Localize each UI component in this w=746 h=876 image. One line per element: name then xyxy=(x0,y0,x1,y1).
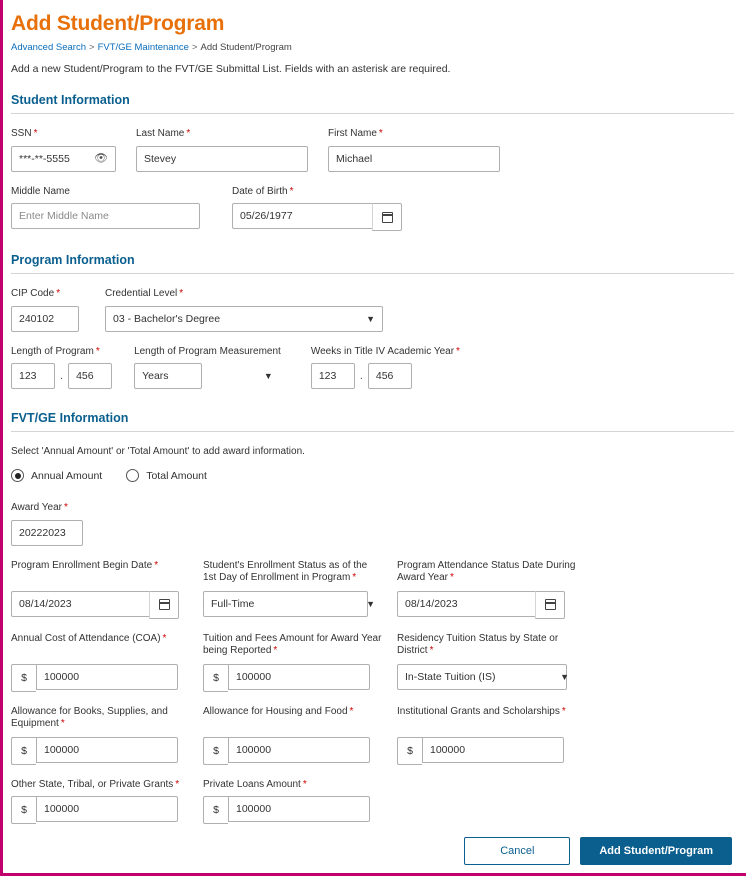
program-row-1 xyxy=(11,288,734,332)
enrollment-begin-date-control xyxy=(11,591,189,619)
weeks-title-iv-input-1[interactable] xyxy=(311,363,355,389)
last-name-input[interactable] xyxy=(136,146,308,172)
required-asterisk: * xyxy=(302,778,307,790)
required-asterisk: * xyxy=(56,288,61,299)
add-student-program-button[interactable]: Add Student/Program xyxy=(580,837,732,865)
required-asterisk: * xyxy=(378,128,383,139)
weeks-title-iv-control xyxy=(311,363,460,389)
label-length-measurement: Length of Program Measurement xyxy=(134,345,281,357)
label-credential-level: Credential Level * xyxy=(105,288,184,299)
label-other-grants: Other State, Tribal, or Private Grants * xyxy=(11,778,180,790)
section-divider-student xyxy=(11,113,734,114)
private-loans-control xyxy=(203,796,383,824)
field-credential-level xyxy=(105,288,383,332)
student-row-2 xyxy=(11,186,734,232)
page-intro-text: Add a new Student/Program to the FVT/GE Submittal List. Fields with an asterisk are required. xyxy=(11,63,451,75)
required-asterisk: * xyxy=(175,778,180,790)
attendance-status-date-control xyxy=(397,591,577,619)
housing-allowance-input[interactable] xyxy=(228,737,370,763)
required-asterisk: * xyxy=(456,345,460,357)
radio-annual-amount-indicator xyxy=(11,469,24,482)
award-amount-radio-group xyxy=(11,469,734,482)
required-asterisk: * xyxy=(429,645,434,656)
field-date-of-birth xyxy=(232,186,402,232)
credential-level-wrapper xyxy=(105,306,383,332)
breadcrumb-current: Add Student/Program xyxy=(200,42,292,53)
eye-icon[interactable]: 👁 xyxy=(94,152,108,164)
enrollment-status-wrapper xyxy=(203,591,383,617)
label-enrollment-status: Student's Enrollment Status as of the 1st Day of Enrollment in Program * xyxy=(203,559,368,583)
length-measurement-select[interactable] xyxy=(134,363,202,389)
fvtge-row-allowances xyxy=(11,706,734,765)
student-row-1 xyxy=(11,128,734,172)
middle-name-input[interactable] xyxy=(11,203,200,229)
tuition-fees-input[interactable] xyxy=(228,664,370,690)
length-of-program-input-1[interactable] xyxy=(11,363,55,389)
field-middle-name xyxy=(11,186,200,232)
calendar-icon xyxy=(382,212,393,223)
attendance-status-date-input[interactable] xyxy=(397,591,535,617)
field-enrollment-status xyxy=(203,560,383,619)
calendar-icon xyxy=(545,599,556,610)
section-divider-fvtge xyxy=(11,431,734,432)
currency-prefix: $ xyxy=(11,664,36,692)
residency-status-wrapper xyxy=(397,664,577,690)
ssn-input-wrapper xyxy=(11,146,116,172)
field-cost-of-attendance xyxy=(11,633,189,692)
radio-annual-amount[interactable] xyxy=(11,469,102,482)
label-award-year: Award Year * xyxy=(11,502,68,513)
date-of-birth-calendar-button[interactable] xyxy=(372,203,402,231)
institutional-grants-input[interactable] xyxy=(422,737,564,763)
label-attendance-status-date: Program Attendance Status Date During Award Year * xyxy=(397,559,576,583)
institutional-grants-control xyxy=(397,737,577,765)
books-allowance-control xyxy=(11,737,189,765)
date-of-birth-input[interactable] xyxy=(232,203,372,229)
field-first-name xyxy=(328,128,500,172)
label-middle-name: Middle Name xyxy=(11,185,70,197)
page-title: Add Student/Program xyxy=(11,12,225,35)
program-row-2 xyxy=(11,346,734,390)
section-title-program-information: Program Information xyxy=(11,253,135,267)
currency-prefix: $ xyxy=(11,737,36,765)
form-actions xyxy=(3,837,746,865)
field-other-grants xyxy=(11,779,189,825)
breadcrumb xyxy=(11,42,734,53)
required-asterisk: * xyxy=(273,645,278,656)
required-asterisk: * xyxy=(186,128,191,139)
chevron-down-icon: ▼ xyxy=(263,371,273,381)
label-cip-code: CIP Code * xyxy=(11,288,61,299)
breadcrumb-link-advanced-search[interactable]: Advanced Search xyxy=(11,42,86,53)
field-length-of-program xyxy=(11,346,112,390)
section-divider-program xyxy=(11,273,734,274)
fvtge-helper-text: Select 'Annual Amount' or 'Total Amount' to add award information. xyxy=(11,446,305,457)
required-asterisk: * xyxy=(352,572,357,583)
field-residency-status xyxy=(397,633,577,692)
field-award-year xyxy=(11,502,83,546)
label-residency-status: Residency Tuition Status by State or District * xyxy=(397,632,559,656)
label-private-loans: Private Loans Amount * xyxy=(203,778,307,790)
required-asterisk: * xyxy=(449,572,454,583)
required-asterisk: * xyxy=(33,128,38,139)
housing-allowance-control xyxy=(203,737,383,765)
currency-prefix: $ xyxy=(11,796,36,824)
cost-of-attendance-input[interactable] xyxy=(36,664,178,690)
label-first-name: First Name * xyxy=(328,128,383,139)
label-weeks-title-iv: Weeks in Title IV Academic Year * xyxy=(310,345,460,357)
other-grants-control xyxy=(11,796,189,824)
label-last-name: Last Name * xyxy=(136,128,191,139)
residency-status-select[interactable] xyxy=(397,664,567,690)
weeks-title-iv-input-2[interactable] xyxy=(368,363,412,389)
length-of-program-input-2[interactable] xyxy=(68,363,112,389)
currency-prefix: $ xyxy=(203,664,228,692)
field-cip-code xyxy=(11,288,79,332)
field-tuition-fees xyxy=(203,633,383,692)
label-books-allowance: Allowance for Books, Supplies, and Equipment * xyxy=(11,705,168,729)
radio-total-amount-indicator xyxy=(126,469,139,482)
field-attendance-status-date xyxy=(397,560,577,619)
field-enrollment-begin-date xyxy=(11,560,189,619)
breadcrumb-separator-2: > xyxy=(191,42,198,53)
required-asterisk: * xyxy=(154,559,159,571)
fvtge-row-enrollment xyxy=(11,560,734,619)
label-enrollment-begin-date: Program Enrollment Begin Date * xyxy=(11,559,159,571)
field-private-loans xyxy=(203,779,383,825)
date-of-birth-control xyxy=(232,203,402,231)
attendance-status-date-calendar-button[interactable] xyxy=(535,591,565,619)
breadcrumb-link-fvtge-maintenance[interactable]: FVT/GE Maintenance xyxy=(97,42,189,53)
weeks-separator: . xyxy=(359,370,363,382)
private-loans-input[interactable] xyxy=(228,796,370,822)
cancel-button[interactable]: Cancel xyxy=(464,837,570,865)
books-allowance-input[interactable] xyxy=(36,737,178,763)
fvtge-row-costs xyxy=(11,633,734,692)
radio-total-amount-label: Total Amount xyxy=(146,469,207,482)
required-asterisk: * xyxy=(289,185,294,197)
label-housing-allowance: Allowance for Housing and Food * xyxy=(203,705,354,717)
length-separator: . xyxy=(60,370,64,382)
field-last-name xyxy=(136,128,308,172)
other-grants-input[interactable] xyxy=(36,796,178,822)
calendar-icon xyxy=(159,599,170,610)
fvtge-row-award-year xyxy=(11,502,734,546)
required-asterisk: * xyxy=(349,705,354,717)
first-name-input[interactable] xyxy=(328,146,500,172)
label-length-of-program: Length of Program * xyxy=(11,345,100,357)
award-year-input[interactable] xyxy=(11,520,83,546)
currency-prefix: $ xyxy=(203,796,228,824)
cost-of-attendance-control xyxy=(11,664,189,692)
tuition-fees-control xyxy=(203,664,383,692)
enrollment-begin-date-input[interactable] xyxy=(11,591,149,617)
radio-annual-amount-label: Annual Amount xyxy=(31,469,103,482)
label-tuition-fees: Tuition and Fees Amount for Award Year being Reported * xyxy=(203,632,382,656)
section-title-fvtge-information: FVT/GE Information xyxy=(11,411,129,425)
credential-level-select[interactable] xyxy=(105,306,383,332)
enrollment-begin-date-calendar-button[interactable] xyxy=(149,591,179,619)
breadcrumb-separator-1: > xyxy=(89,42,95,53)
length-measurement-wrapper xyxy=(134,363,281,389)
field-institutional-grants xyxy=(397,706,577,765)
label-date-of-birth: Date of Birth * xyxy=(232,185,294,197)
chevron-down-icon: ▼ xyxy=(366,598,375,609)
required-asterisk: * xyxy=(95,345,100,357)
radio-total-amount[interactable] xyxy=(126,469,207,482)
field-ssn xyxy=(11,128,116,172)
enrollment-status-select[interactable] xyxy=(203,591,368,617)
currency-prefix: $ xyxy=(397,737,422,765)
fvtge-row-other-funds xyxy=(11,779,734,825)
field-weeks-title-iv xyxy=(311,346,460,390)
field-books-allowance xyxy=(11,706,189,765)
label-ssn: SSN * xyxy=(11,128,38,139)
label-cost-of-attendance: Annual Cost of Attendance (COA) * xyxy=(11,632,167,644)
required-asterisk: * xyxy=(63,502,68,513)
field-length-measurement xyxy=(134,346,281,390)
required-asterisk: * xyxy=(162,632,167,644)
cip-code-input[interactable] xyxy=(11,306,79,332)
required-asterisk: * xyxy=(179,288,184,299)
required-asterisk: * xyxy=(60,718,65,729)
chevron-down-icon: ▼ xyxy=(560,671,569,682)
chevron-down-icon: ▼ xyxy=(366,313,375,324)
section-title-student-information: Student Information xyxy=(11,93,130,107)
currency-prefix: $ xyxy=(203,737,228,765)
label-institutional-grants: Institutional Grants and Scholarships * xyxy=(397,705,566,717)
length-of-program-control xyxy=(11,363,112,389)
required-asterisk: * xyxy=(561,705,566,717)
field-housing-allowance xyxy=(203,706,383,765)
